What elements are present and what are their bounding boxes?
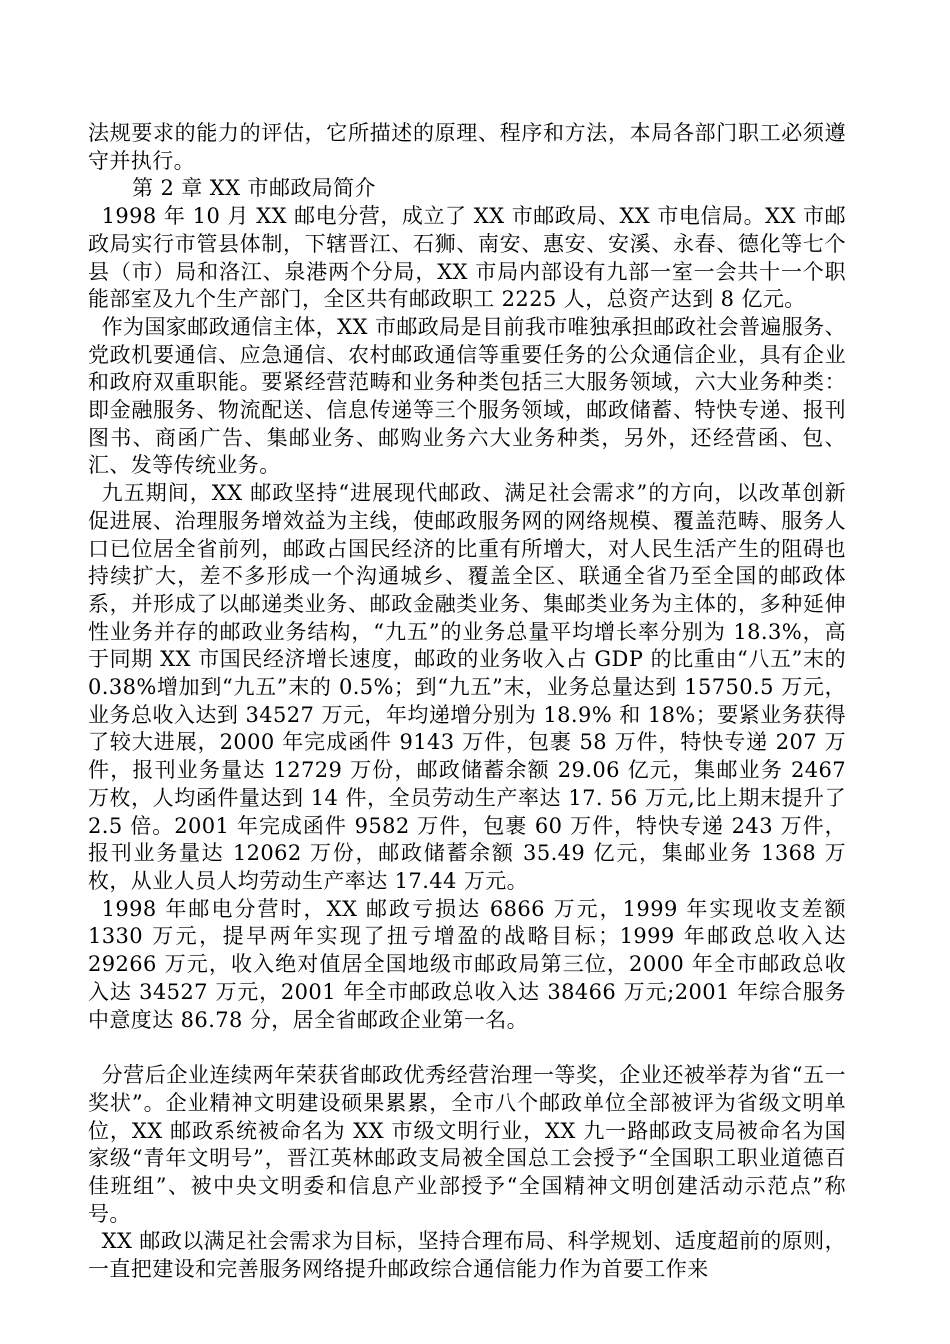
paragraph-intro-continuation: 法规要求的能力的评估，它所描述的原理、程序和方法，本局各部门职工必须遵守并执行。 [88,121,846,173]
paragraph-ninth-five-year: 九五期间，XX 邮政坚持“进展现代邮政、满足社会需求”的方向，以改革创新促进展、治理服务增效益为主线，使邮政服务网的网络规模、覆盖范畴、服务人口已位居全省前列，邮政占国民经济的比重有所增大，对人民生活产生的阻碍也持续扩大，差不多形成一个沟通城乡、覆盖全区、联通全省乃至全国的邮政体系，并形成了以邮递类业务、邮政金融类业务、集邮类业务为主体的，多种延伸性业务并存的邮政业务结构，“九五”的业务总量平均增长率分别为 18.3%，高于同期 XX 市国民经济增长速度，邮政的业务收入占 GDP 的比重由“八五”末的 0.38%增加到“九五”末的 0.5%；到“九五”末，业务总量达到 15750.5 万元，业务总收入达到 34527 万元，年均递增分别为 18.9% 和 18%；要紧业务获得了较大进展，2000 年完成函件 9143 万件，包裹 58 万件，特快专递 207 万件，报刊业务量达 12729 万份，邮政储蓄余额 29.06 亿元，集邮业务 2467 万枚，人均函件量达到 14 件，全员劳动生产率达 17. 56 万元,比上期末提升了 2.5 倍。2001 年完成函件 9582 万件，包裹 60 万件，特快专递 243 万件，报刊业务量达 12062 万份，邮政储蓄余额 35.49 亿元，集邮业务 1368 万枚，从业人员人均劳动生产率达 17.44 万元。 [88,481,846,893]
paragraph-establishment: 1998 年 10 月 XX 邮电分营，成立了 XX 市邮政局、XX 市电信局。XX 市邮政局实行市管县体制，下辖晋江、石狮、南安、惠安、安溪、永春、德化等七个县（市）局和洛江、泉港两个分局，XX 市局内部设有九部一室一会共十一个职能部室及九个生产部门，全区共有邮政职工 2225 人，总资产达到 8 亿元。 [88,204,846,312]
paragraph-network: XX 邮政以满足社会需求为目标，坚持合理布局、科学规划、适度超前的原则，一直把建设和完善服务网络提升邮政综合通信能力作为首要工作来 [88,1229,846,1282]
document-body [88,120,846,1284]
paragraph-honors: 分营后企业连续两年荣获省邮政优秀经营治理一等奖，企业还被举荐为省“五一奖状”。企业精神文明建设硕果累累，全市八个邮政单位全部被评为省级文明单位，XX 邮政系统被命名为 XX 市级文明行业，XX 九一路邮政支局被命名为国家级“青年文明号”，晋江英林邮政支局被全国总工会授予“全国职工职业道德百佳班组”、被中央文明委和信息产业部授予“全国精神文明创建活动示范点”称号。 [88,1063,846,1226]
paragraph-role: 作为国家邮政通信主体，XX 市邮政局是目前我市唯独承担邮政社会普遍服务、党政机要通信、应急通信、农村邮政通信等重要任务的公众通信企业，具有企业和政府双重职能。要紧经营范畴和业务种类包括三大服务领域，六大业务种类：即金融服务、物流配送、信息传递等三个服务领域，邮政储蓄、特快专递、报刊图书、商函广告、集邮业务、邮购业务六大业务种类，另外，还经营函、包、汇、发等传统业务。 [88,314,846,478]
paragraph-financials: 1998 年邮电分营时，XX 邮政亏损达 6866 万元，1999 年实现收支差额 1330 万元，提早两年实现了扭亏增盈的战略目标；1999 年邮政总收入达 29266 万元，收入绝对值居全国地级市邮政局第三位，2000 年全市邮政总收入达 34527 万元，2001 年全市邮政总收入达 38466 万元;2001 年综合服务中意度达 86.78 分，居全省邮政企业第一名。 [88,896,846,1032]
chapter-heading: 第 2 章 XX 市邮政局简介 [132,176,376,201]
